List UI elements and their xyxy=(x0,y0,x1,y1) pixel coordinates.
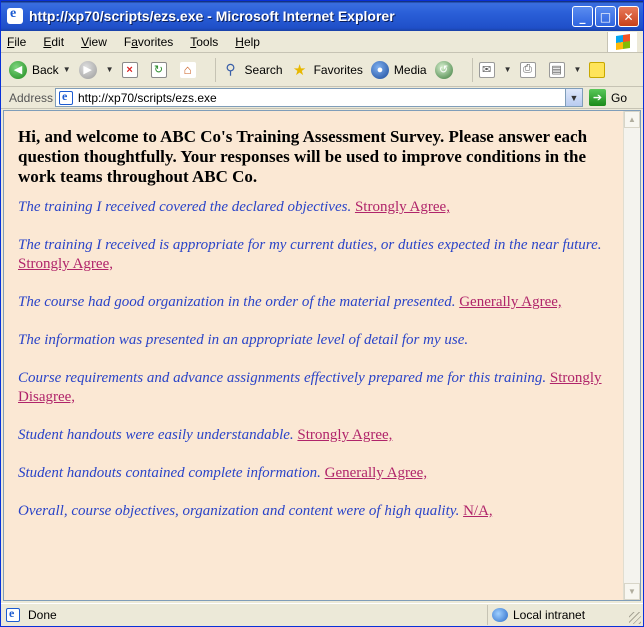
minimize-button[interactable]: _ xyxy=(572,6,593,27)
forward-dropdown-icon[interactable]: ▼ xyxy=(105,65,114,74)
edit-page-icon: ▤ xyxy=(549,62,565,78)
go-label: Go xyxy=(611,90,628,105)
toolbar-separator xyxy=(215,58,216,82)
question-text: The training I received covered the declared objectives. xyxy=(18,199,352,215)
favorites-button[interactable] xyxy=(291,61,363,79)
ie-logo-icon xyxy=(7,8,23,24)
page-viewport xyxy=(3,110,641,601)
go-button[interactable] xyxy=(589,89,627,106)
question-text: The training I received is appropriate for my current duties, or duties expected in the near future. xyxy=(18,237,602,253)
survey-question xyxy=(18,293,612,312)
question-text: Course requirements and advance assignments effectively prepared me for this training. xyxy=(18,370,547,386)
address-dropdown-icon[interactable]: ▼ xyxy=(565,89,582,106)
menu-favorites[interactable]: Favorites xyxy=(123,34,174,49)
menu-tools[interactable]: Tools xyxy=(190,34,219,49)
answer-link[interactable]: Generally Agree, xyxy=(459,294,562,310)
answer-link[interactable]: Generally Agree, xyxy=(324,465,428,481)
favorites-star-icon: ★ xyxy=(292,61,307,79)
answer-link[interactable]: Strongly Agree, xyxy=(354,199,450,215)
page-icon xyxy=(59,91,73,105)
status-bar xyxy=(1,603,643,626)
zone-label: Local intranet xyxy=(513,608,586,622)
answer-link[interactable]: Strongly Disagree, xyxy=(18,370,602,405)
answer-link[interactable]: Strongly Agree, xyxy=(18,256,113,272)
survey-question xyxy=(18,331,612,350)
title-bar[interactable] xyxy=(1,1,643,31)
security-zone xyxy=(487,605,627,625)
note-icon xyxy=(589,62,605,78)
maximize-button[interactable]: □ xyxy=(595,6,616,27)
edit-dropdown-icon[interactable]: ▼ xyxy=(573,65,582,74)
survey-question xyxy=(18,464,612,483)
page-content xyxy=(4,111,624,600)
scroll-down-icon[interactable]: ▼ xyxy=(624,583,640,600)
menu-file[interactable]: File xyxy=(7,34,27,49)
history-icon: ↺ xyxy=(435,61,453,79)
intranet-globe-icon xyxy=(492,608,508,622)
messenger-button[interactable] xyxy=(589,62,610,78)
back-dropdown-icon[interactable]: ▼ xyxy=(62,65,71,74)
menu-bar xyxy=(1,31,643,53)
forward-arrow-icon: ▶ xyxy=(79,61,97,79)
back-arrow-icon: ◀ xyxy=(9,61,27,79)
edit-button[interactable] xyxy=(549,62,570,78)
favorites-label: Favorites xyxy=(313,62,363,77)
address-input[interactable] xyxy=(55,88,583,107)
question-text: Overall, course objectives, organization and content were of high quality. xyxy=(18,503,460,519)
answer-link[interactable]: N/A, xyxy=(463,503,493,519)
page-status-icon xyxy=(6,608,20,622)
back-button[interactable] xyxy=(9,61,59,79)
close-button[interactable]: ✕ xyxy=(618,6,639,27)
window-title: http://xp70/scripts/ezs.exe - Microsoft Internet Explorer xyxy=(29,8,395,24)
scroll-up-icon[interactable]: ▲ xyxy=(624,111,640,128)
mail-dropdown-icon[interactable]: ▼ xyxy=(503,65,512,74)
search-icon: ⚲ xyxy=(225,61,236,77)
back-label: Back xyxy=(32,62,59,77)
survey-question xyxy=(18,426,612,445)
survey-question xyxy=(18,198,612,217)
survey-question xyxy=(18,236,612,274)
search-label: Search xyxy=(244,62,283,77)
stop-button[interactable] xyxy=(122,62,143,78)
media-button[interactable] xyxy=(371,61,427,79)
menu-view[interactable]: View xyxy=(81,34,107,49)
mail-button[interactable] xyxy=(479,62,500,78)
address-url: http://xp70/scripts/ezs.exe xyxy=(78,90,217,105)
home-icon: ⌂ xyxy=(180,62,196,78)
address-label: Address xyxy=(9,90,54,105)
refresh-icon: ↻ xyxy=(151,62,167,78)
forward-button[interactable] xyxy=(79,61,102,79)
search-button[interactable] xyxy=(222,61,283,79)
survey-intro: Hi, and welcome to ABC Co's Training Assessment Survey. Please answer each question thoughtfully. Your responses will be used to improve conditions in the work teams throughout ABC Co. xyxy=(18,127,588,186)
question-text: Student handouts were easily understandable. xyxy=(18,427,294,443)
toolbar-separator xyxy=(472,58,473,82)
survey-question xyxy=(18,369,612,407)
media-icon: ● xyxy=(371,61,389,79)
print-button[interactable] xyxy=(520,62,541,78)
window-controls xyxy=(572,6,639,27)
printer-icon: ⎙ xyxy=(520,62,536,78)
vertical-scrollbar[interactable] xyxy=(623,111,640,600)
address-bar xyxy=(1,87,643,109)
answer-link[interactable]: Strongly Agree, xyxy=(297,427,393,443)
menu-help[interactable]: Help xyxy=(235,34,260,49)
stop-icon: × xyxy=(122,62,138,78)
mail-icon: ✉ xyxy=(479,62,495,78)
question-text: Student handouts contained complete information. xyxy=(18,465,321,481)
resize-grip[interactable] xyxy=(629,612,641,624)
go-arrow-icon: ➔ xyxy=(589,89,606,106)
status-text: Done xyxy=(28,608,57,622)
media-label: Media xyxy=(393,62,427,77)
home-button[interactable] xyxy=(180,62,201,78)
question-text: The information was presented in an appropriate level of detail for my use. xyxy=(18,332,469,348)
refresh-button[interactable] xyxy=(151,62,172,78)
standard-toolbar xyxy=(1,53,643,87)
survey-question xyxy=(18,502,612,521)
menu-edit[interactable]: Edit xyxy=(43,34,65,49)
question-text: The course had good organization in the order of the material presented. xyxy=(18,294,456,310)
history-button[interactable] xyxy=(435,61,458,79)
windows-logo-icon xyxy=(607,32,637,52)
